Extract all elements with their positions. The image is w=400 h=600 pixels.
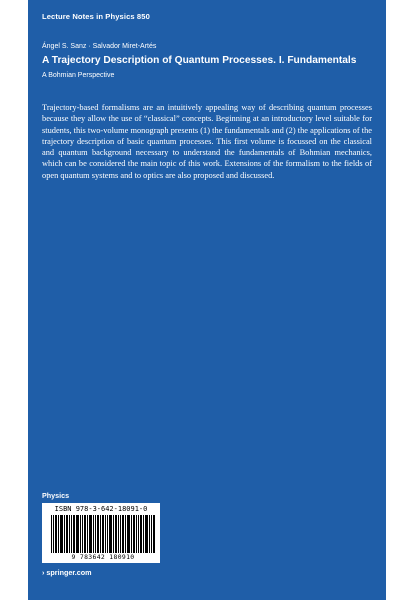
abstract-text: Trajectory-based formalisms are an intuitively appealing way of describing quantum processes because they allow the use of “classical” concepts. Beginning at an introductory level suitable for students, this two-volume monograph presents (1) the fundamentals and (2) the applications of the trajectory description of basic quantum processes. This first volume is focussed on the classical and quantum background necessary to understand the fundamentals of Bohmian mechanics, which can be considered the main topic of this work. Extensions of the formalism to the fields of open quantum systems and to optics are also proposed and discussed. — [42, 103, 372, 180]
barcode-icon — [51, 515, 156, 553]
series-label: Lecture Notes in Physics 850 — [42, 12, 150, 21]
isbn-text: ISBN 978-3-642-18091-0 — [54, 505, 148, 513]
barcode-box — [42, 503, 160, 563]
barcode-digits: 9 783642 180910 — [71, 553, 135, 561]
book-subtitle: A Bohmian Perspective — [42, 72, 115, 79]
website-link[interactable]: › springer.com — [42, 568, 92, 577]
blue-cover-panel — [28, 0, 386, 600]
authors-line: Ángel S. Sanz · Salvador Miret-Artés — [42, 43, 157, 50]
subject-label: Physics — [42, 491, 70, 500]
book-title: A Trajectory Description of Quantum Processes. I. Fundamentals — [42, 55, 357, 66]
